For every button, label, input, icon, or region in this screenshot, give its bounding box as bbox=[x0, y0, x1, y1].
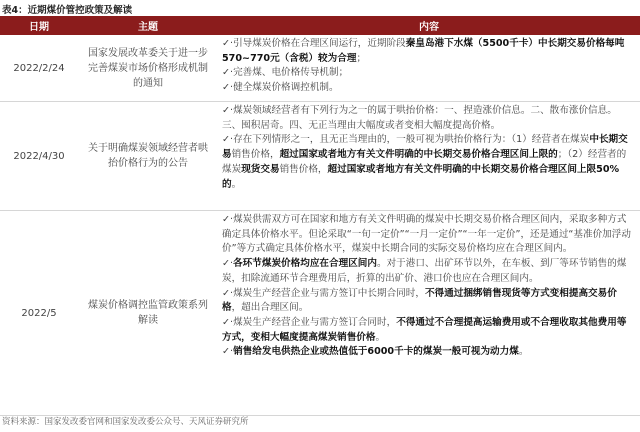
bold-text: 销售给发电供热企业或热值低于6000千卡的煤炭一般可视为动力煤 bbox=[233, 346, 519, 358]
bold-text: 不得通过不合理提高运输费用或不合理收取其他费用等方式，变相大幅度提高煤炭销售价格 bbox=[222, 316, 627, 343]
row-date: 2022/4/30 bbox=[13, 150, 65, 162]
row-date: 2022/2/24 bbox=[13, 62, 65, 74]
table-row bbox=[0, 211, 640, 416]
bold-text: 各环节煤炭价格均应在合理区间内 bbox=[233, 258, 377, 270]
content-paragraph bbox=[222, 287, 634, 316]
text-segment: ✓·存在下列情形之一，且无正当理由的，一般可视为哄抬价格行为：（1）经营者在煤炭 bbox=[222, 134, 590, 146]
text-segment: ； bbox=[356, 52, 367, 64]
bold-text: 中长期交易 bbox=[222, 134, 628, 161]
text-segment: ✓·健全煤炭价格调控机制。 bbox=[222, 82, 339, 94]
text-segment: ✓· bbox=[222, 346, 234, 358]
text-segment: ；（2）经营者的煤炭 bbox=[222, 149, 627, 175]
row-topic: 煤炭价格调控监管政策系列解读 bbox=[88, 300, 208, 326]
content-paragraph bbox=[222, 104, 634, 133]
text-segment: ✓·完善煤、电价格传导机制； bbox=[222, 67, 349, 79]
content-paragraph bbox=[222, 66, 634, 81]
header-date: 日期 bbox=[29, 22, 49, 33]
text-segment: ✓·煤炭生产经营企业与需方签订合同时， bbox=[222, 316, 397, 328]
table-row bbox=[0, 35, 640, 102]
content-paragraph bbox=[222, 81, 634, 96]
table-header bbox=[0, 16, 640, 35]
content-paragraph bbox=[222, 133, 634, 192]
bold-text: 超过国家或者地方有关文件明确的中长期交易价格合理区间上限的 bbox=[279, 149, 558, 161]
table-row bbox=[0, 102, 640, 211]
content-paragraph bbox=[222, 37, 634, 66]
text-segment: ✓·煤炭供需双方可在国家和地方有关文件明确的煤炭中长期交易价格合理区间内，采取多种方式确定具体价格水平。但论采取“一旬一定价”“一月一定价”“一年一定价”，还是通过“基准价加浮动价”等方式确定具体价格水平，煤炭中长期合同的实际交易价格均应在合理区间内。 bbox=[222, 214, 631, 255]
text-segment: 。对于港口、出矿环节以外，在车板、到厂等环节销售的煤炭，扣除流通环节合理费用后，折算的出矿价、港口价也应在合理区间内。 bbox=[222, 258, 627, 284]
policy-table bbox=[0, 16, 640, 416]
text-segment: ✓·煤炭领域经营者有下列行为之一的属于哄抬价格：一、捏造涨价信息。二、散布涨价信息。三、囤积居奇。四、无正当理由大幅度或者变相大幅度提高价格。 bbox=[222, 105, 617, 131]
bold-text: 超过国家或者地方有关文件明确的中长期交易价格合理区间上限50%的 bbox=[222, 163, 620, 190]
row-content bbox=[218, 35, 640, 101]
text-segment: ✓·煤炭生产经营企业与需方签订中长期合同时， bbox=[222, 287, 425, 299]
row-topic: 关于明确煤炭领域经营者哄抬价格行为的公告 bbox=[88, 143, 208, 169]
text-segment: 销售价格， bbox=[231, 149, 280, 161]
table-caption: 表4：近期煤价管控政策及解读 bbox=[2, 5, 133, 16]
text-segment: ，超出合理区间。 bbox=[231, 302, 309, 314]
row-content bbox=[218, 211, 640, 415]
header-content: 内容 bbox=[419, 22, 439, 33]
bold-text: 现货交易 bbox=[241, 163, 280, 175]
text-segment: 。 bbox=[518, 346, 529, 358]
content-paragraph bbox=[222, 213, 634, 257]
text-segment: 。 bbox=[375, 331, 386, 343]
text-segment: ✓· bbox=[222, 258, 234, 270]
content-paragraph bbox=[222, 345, 634, 360]
content-paragraph bbox=[222, 316, 634, 345]
header-topic: 主题 bbox=[138, 22, 158, 33]
text-segment: 销售价格， bbox=[279, 163, 328, 175]
text-segment: 。 bbox=[231, 178, 242, 190]
content-paragraph bbox=[222, 257, 634, 286]
row-content bbox=[218, 102, 640, 210]
row-topic: 国家发展改革委关于进一步完善煤炭市场价格形成机制的通知 bbox=[88, 47, 208, 89]
source-note: 资料来源：国家发改委官网和国家发改委公众号、天风证券研究所 bbox=[2, 417, 249, 427]
text-segment: ✓·引导煤炭价格在合理区间运行，近期阶段 bbox=[222, 38, 406, 49]
bold-text: 不得通过捆绑销售现货等方式变相提高交易价格 bbox=[222, 287, 617, 314]
bold-text: 秦皇岛港下水煤（5500千卡）中长期交易价格每吨570~770元（含税）较为合理 bbox=[222, 38, 625, 64]
row-date: 2022/5 bbox=[21, 307, 57, 319]
